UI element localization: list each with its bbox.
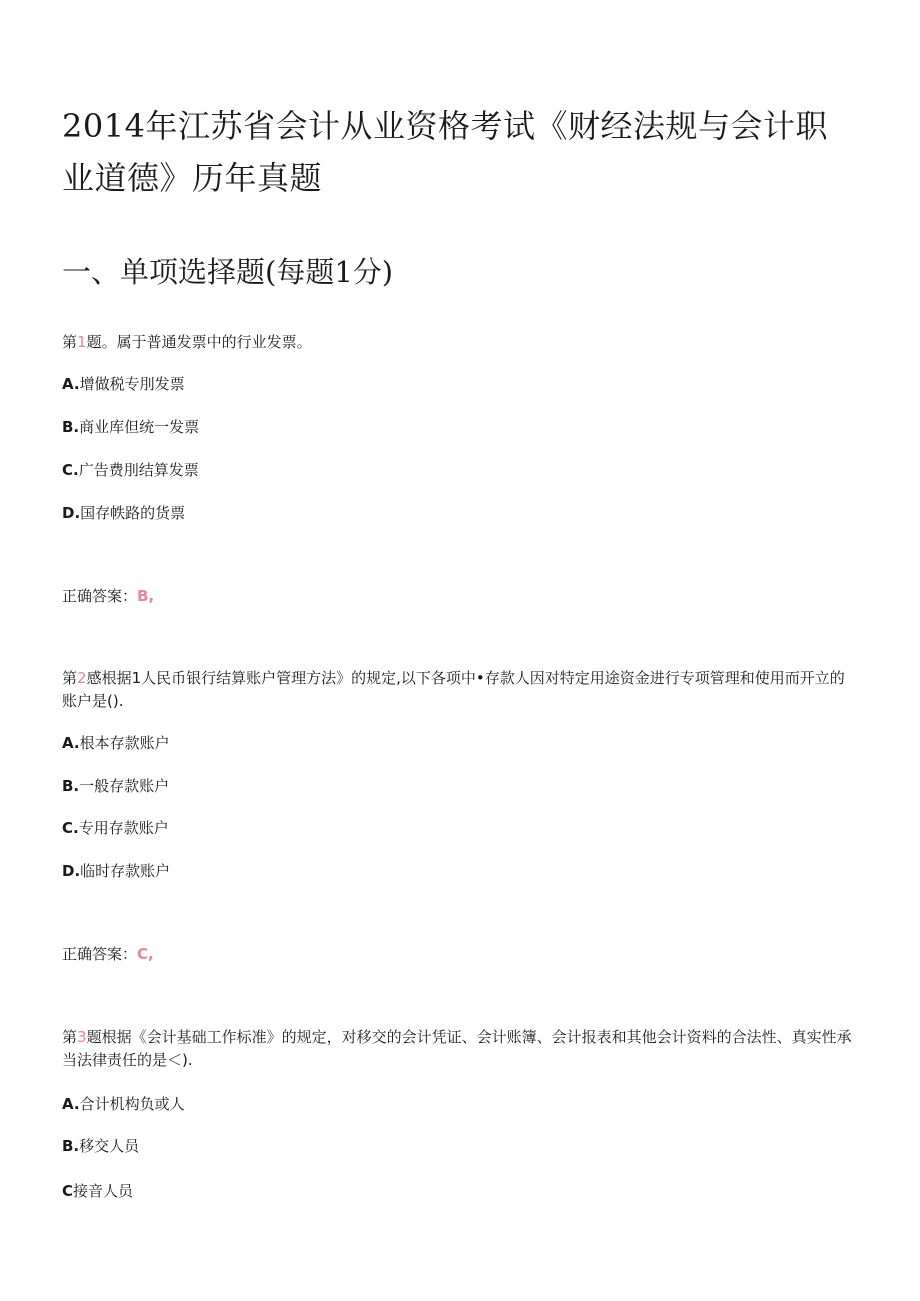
option-text: 国存帙路的货票 — [80, 504, 186, 522]
option-letter: A. — [62, 375, 80, 393]
question-1-option-b — [62, 416, 199, 438]
question-1-option-c — [62, 459, 199, 481]
option-letter: D. — [62, 504, 81, 522]
option-text: 接音人员 — [73, 1182, 134, 1200]
question-prefix: 第 — [62, 333, 78, 351]
question-prefix: 第 — [62, 1028, 78, 1046]
answer-value: B, — [137, 587, 155, 605]
option-letter: C — [62, 1182, 74, 1200]
option-text: 一般存款账户 — [79, 777, 170, 795]
option-letter: B. — [62, 418, 80, 436]
option-text: 根本存款账户 — [79, 734, 170, 752]
question-2-option-b — [62, 775, 169, 797]
question-2-text — [62, 667, 852, 713]
option-text: 移交人员 — [79, 1137, 140, 1155]
question-1-option-d — [62, 502, 185, 524]
question-body: 感根据1人民币银行结算账户管理方法》的规定,以下各项中•存款人因对特定用途资金进行专项管理和使用而开立的账户是(). — [62, 669, 845, 710]
option-letter: A. — [62, 734, 80, 752]
question-1-answer — [62, 585, 154, 607]
question-3-option-b — [62, 1135, 139, 1157]
answer-label: 正确答案： — [62, 587, 138, 605]
option-text: 商业库但统一发票 — [79, 418, 200, 436]
question-3-option-c — [62, 1180, 133, 1202]
option-letter: B. — [62, 1137, 80, 1155]
question-1-option-a — [62, 373, 185, 395]
option-text: 临时存款账户 — [80, 862, 171, 880]
question-number: 2 — [77, 669, 87, 687]
section-heading: 一、单项选择题(每题1分) — [62, 255, 394, 289]
question-body: 题根据《会计基础工作标准》的规定，对移交的会计凭证、会计账簿、会计报表和其他会计资料的合法性、真实性承当法律责任的是＜). — [62, 1028, 852, 1069]
option-letter: C. — [62, 461, 79, 479]
question-2-option-a — [62, 732, 170, 754]
option-letter: D. — [62, 862, 81, 880]
question-2-answer — [62, 943, 154, 965]
question-3-text — [62, 1026, 852, 1072]
question-3-option-a — [62, 1093, 185, 1115]
option-text: 专用存款账户 — [78, 819, 169, 837]
option-letter: C. — [62, 819, 79, 837]
question-prefix: 第 — [62, 669, 78, 687]
answer-label: 正确答案： — [62, 945, 138, 963]
question-2-option-c — [62, 817, 169, 839]
question-body: 题。属于普通发票中的行业发票。 — [86, 333, 312, 351]
document-title: 2014年江苏省会计从业资格考试《财经法规与会计职业道德》历年真题 — [62, 107, 828, 197]
answer-value: C, — [137, 945, 154, 963]
option-text: 合计机构负或人 — [79, 1095, 185, 1113]
question-number: 1 — [77, 333, 87, 351]
option-text: 增做税专刖发票 — [79, 375, 185, 393]
option-letter: B. — [62, 777, 80, 795]
question-number: 3 — [77, 1028, 87, 1046]
option-text: 广告费刖结算发票 — [78, 461, 199, 479]
question-1-text — [62, 331, 852, 354]
option-letter: A. — [62, 1095, 80, 1113]
question-2-option-d — [62, 860, 170, 882]
